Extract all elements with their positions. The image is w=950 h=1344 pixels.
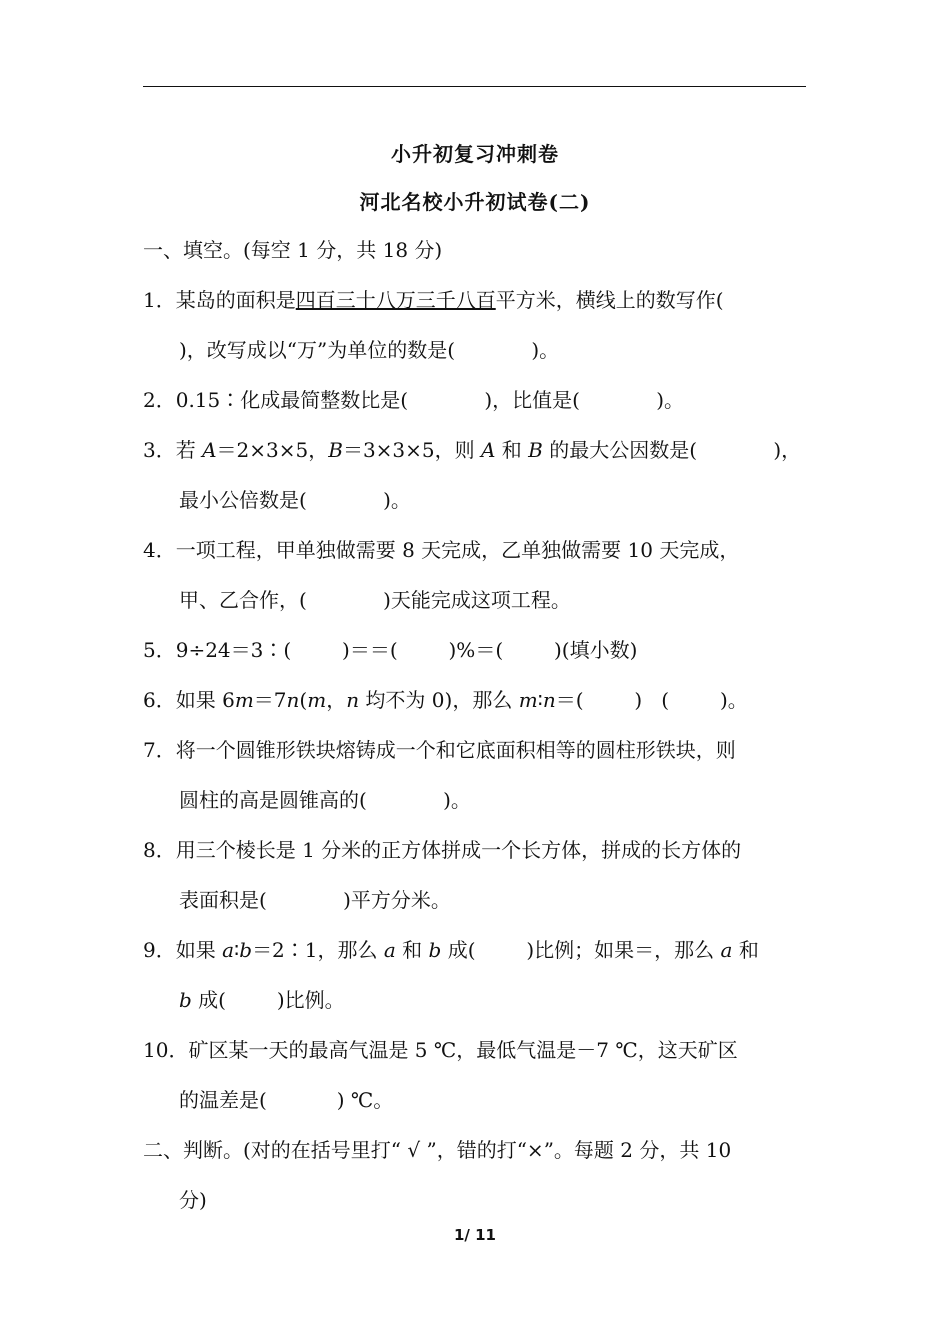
variable: n (346, 688, 360, 712)
question-text: ∶ (234, 938, 240, 962)
section1-heading: 一、填空。(每空 1 分，共 18 分) (143, 238, 443, 262)
question-text: 和 (732, 938, 759, 962)
question-text: ＝7 (253, 688, 287, 712)
question-10-line-1: 10．矿区某一天的最高气温是 5 ℃，最低气温是－7 ℃，这天矿区 (143, 1038, 738, 1062)
variable: m (518, 688, 538, 712)
variable: B (328, 438, 343, 462)
question-5: 5．9÷24＝3∶( )＝＝( )%＝( )(填小数) (143, 638, 638, 662)
variable: a (383, 938, 396, 962)
question-text: 的最大公因数是( )， (542, 438, 802, 462)
question-text: 某岛的面积是 (175, 288, 296, 312)
question-text: 成( )比例；如果＝，那么 (441, 938, 721, 962)
question-4-line-2: 甲、乙合作，( )天能完成这项工程。 (179, 588, 571, 612)
question-text: ＝2∶1，那么 (252, 938, 384, 962)
question-7-line-2: 圆柱的高是圆锥高的( )。 (179, 788, 471, 812)
question-text: 9．如果 (143, 938, 223, 962)
exam-series-title: 小升初复习冲刺卷 (391, 142, 559, 166)
question-3-line-1 (143, 434, 801, 463)
question-text: ， (326, 688, 347, 712)
question-10-line-2: 的温差是( ) ℃。 (179, 1088, 394, 1112)
question-2: 2．0.15∶化成最简整数比是( )，比值是( )。 (143, 388, 685, 412)
variable: a (720, 938, 733, 962)
underlined-number-words: 四百三十八万三千八百 (295, 288, 496, 312)
question-number: 1． (143, 288, 176, 312)
section2-heading-line-1: 二、判断。(对的在括号里打“ √ ”，错的打“×”。每题 2 分，共 10 (143, 1138, 732, 1162)
question-text: 平方米，横线上的数写作( (495, 288, 724, 312)
variable: b (239, 938, 253, 962)
variable: a (222, 938, 235, 962)
question-3-line-2: 最小公倍数是( )。 (179, 488, 411, 512)
variable: m (307, 688, 327, 712)
question-text: ( (299, 688, 308, 712)
question-text: ＝2×3×5， (216, 438, 329, 462)
question-text: 均不为 0)，那么 (359, 688, 519, 712)
exam-title: 河北名校小升初试卷(二) (359, 190, 591, 214)
question-9-line-1 (143, 934, 759, 963)
header-rule (143, 86, 806, 87)
question-1-line-1 (143, 284, 724, 313)
variable: b (179, 988, 192, 1012)
question-9-line-2 (179, 984, 345, 1013)
question-8-line-2: 表面积是( )平方分米。 (179, 888, 451, 912)
question-text: 和 (395, 938, 429, 962)
question-number: 3． (143, 438, 176, 462)
variable: A (481, 438, 496, 462)
question-7-line-1: 7．将一个圆锥形铁块熔铸成一个和它底面积相等的圆柱形铁块，则 (143, 738, 736, 762)
question-text: 成( )比例。 (191, 988, 345, 1012)
page-number: 1/ 11 (453, 1226, 496, 1244)
question-text: ＝( ) ( )。 (555, 688, 748, 712)
variable: b (428, 938, 442, 962)
question-text: ＝3×3×5，则 (342, 438, 481, 462)
question-6 (143, 684, 748, 713)
variable: n (286, 688, 300, 712)
variable: m (234, 688, 254, 712)
question-text: 若 (175, 438, 203, 462)
section2-heading-line-2: 分) (179, 1188, 207, 1212)
question-text: ∶ (537, 688, 543, 712)
question-8-line-1: 8．用三个棱长是 1 分米的正方体拼成一个长方体，拼成的长方体的 (143, 838, 742, 862)
question-4-line-1: 4．一项工程，甲单独做需要 8 天完成，乙单独做需要 10 天完成， (143, 538, 740, 562)
variable: n (542, 688, 556, 712)
variable: A (202, 438, 217, 462)
variable: B (528, 438, 543, 462)
question-text: 6．如果 6 (143, 688, 235, 712)
question-text: 和 (495, 438, 529, 462)
question-1-line-2: )，改写成以“万”为单位的数是( )。 (179, 338, 560, 362)
